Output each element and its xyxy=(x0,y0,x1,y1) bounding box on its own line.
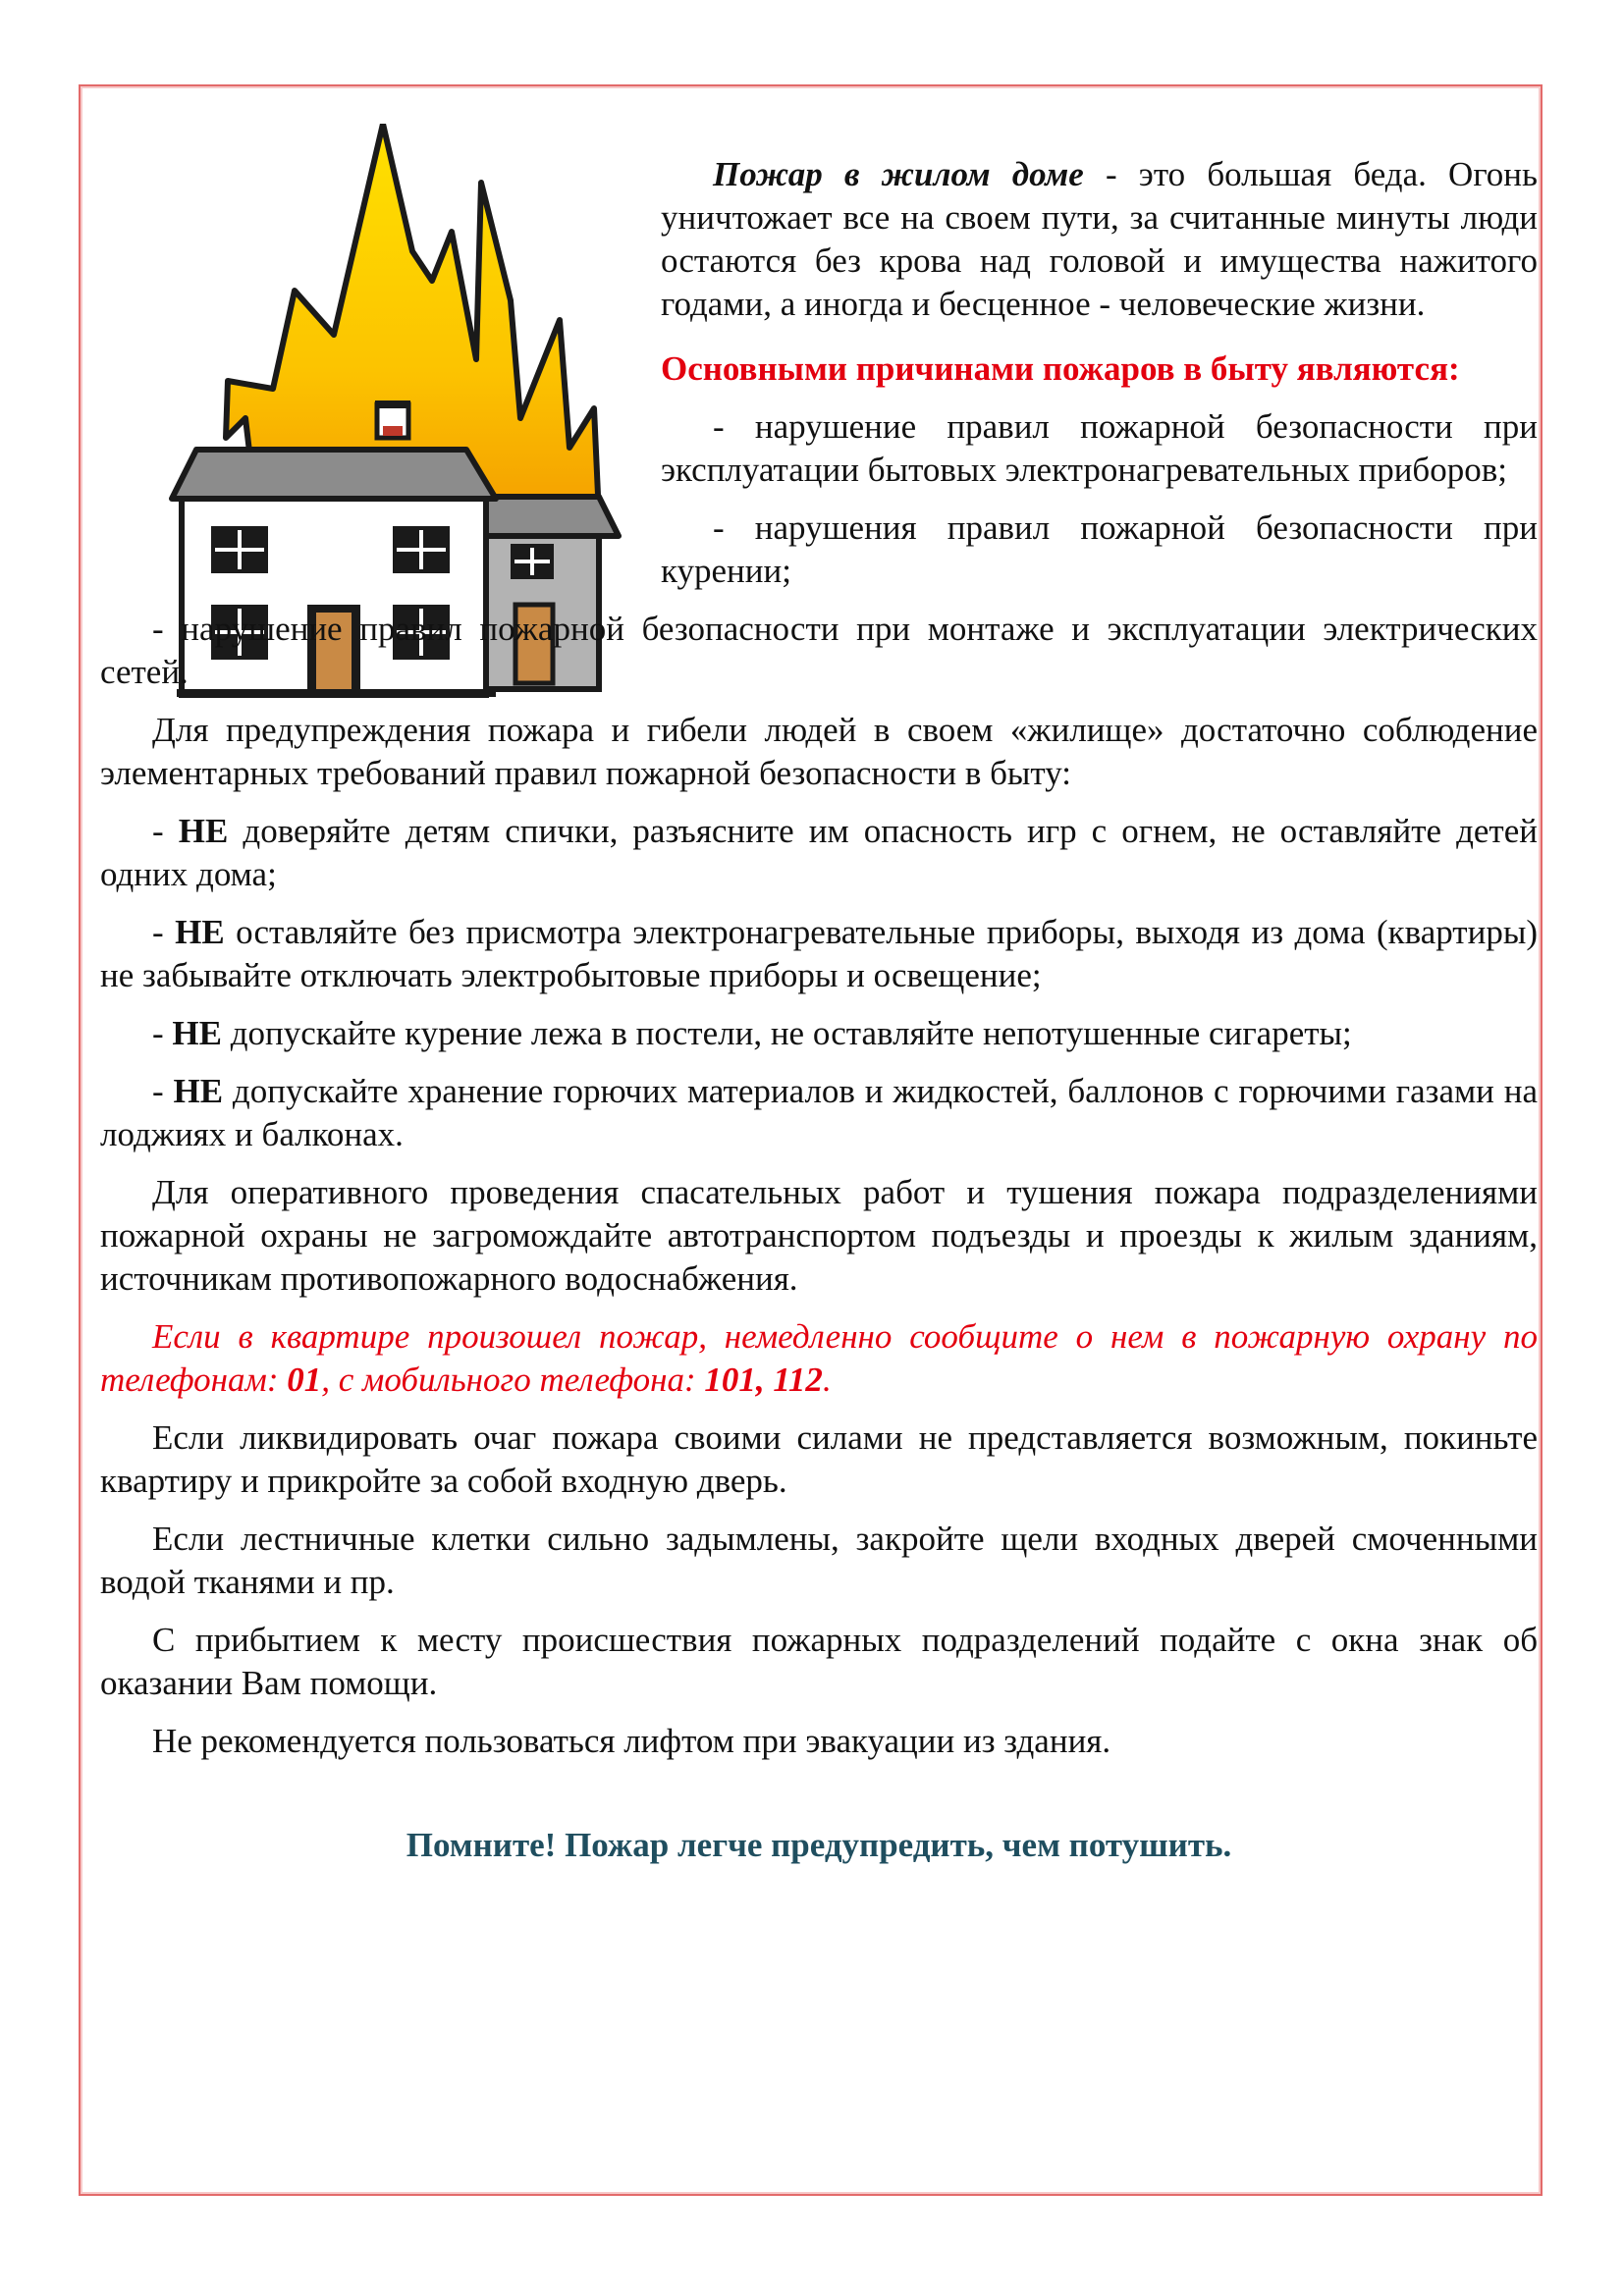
causes-heading: Основными причинами пожаров в быту являются: xyxy=(661,349,1460,388)
advice-paragraph: Если лестничные клетки сильно задымлены, закройте щели входных дверей смоченными водой тканями и пр. xyxy=(100,1520,1538,1601)
rule-not-word: НЕ xyxy=(172,1014,222,1052)
advice-paragraph: Не рекомендуется пользоваться лифтом при эвакуации из здания. xyxy=(152,1722,1111,1760)
rule-not-word: НЕ xyxy=(178,812,229,850)
emergency-paragraph xyxy=(100,1315,1538,1402)
prevention-rule xyxy=(100,1012,1538,1055)
intro-lead: Пожар в жилом доме xyxy=(713,155,1084,193)
emergency-mid: , с мобильного телефона: xyxy=(321,1361,705,1399)
rule-not-word: НЕ xyxy=(175,913,225,951)
emergency-end: . xyxy=(822,1361,832,1399)
rule-dash: - xyxy=(152,812,179,850)
prevention-intro: Для предупреждения пожара и гибели людей в своем «жилище» достаточно соблюдение элементарных требований правил пожарной безопасности в быту: xyxy=(100,711,1538,792)
emergency-phone-mobile: 101, 112 xyxy=(704,1361,823,1399)
rule-text: допускайте курение лежа в постели, не оставляйте непотушенные сигареты; xyxy=(221,1014,1352,1052)
rescue-paragraph: Для оперативного проведения спасательных работ и тушения пожара подразделениями пожарной охраны не загромождайте автотранспортом подъезды и проезды к жилым зданиям, источникам противопожарного водоснабжения. xyxy=(100,1173,1538,1298)
emergency-phone-01: 01 xyxy=(287,1361,322,1399)
rule-not-word: НЕ xyxy=(173,1072,224,1110)
intro-rest: - это большая беда. Огонь уничтожает все на своем пути, за считанные минуты люди остаются без крова над головой и имущества нажитого годами, а иногда и бесценное - человеческие жизни. xyxy=(661,155,1538,323)
rule-text: допускайте хранение горючих материалов и жидкостей, баллонов с горючими газами на лоджиях и балконах. xyxy=(100,1072,1538,1153)
cause-item: - нарушение правил пожарной безопасности при монтаже и эксплуатации электрических сетей. xyxy=(100,610,1538,691)
cause-item: - нарушения правил пожарной безопасности при курении; xyxy=(661,508,1538,590)
advice-paragraph: С прибытием к месту происшествия пожарных подразделений подайте с окна знак об оказании Вам помощи. xyxy=(100,1621,1538,1702)
slogan: Помните! Пожар легче предупредить, чем потушить. xyxy=(406,1826,1232,1864)
intro-block xyxy=(661,153,1538,593)
rule-dash: - xyxy=(152,913,176,951)
rule-dash: - xyxy=(152,1072,174,1110)
rule-dash: - xyxy=(152,1014,173,1052)
document-body xyxy=(100,153,1538,1867)
prevention-rule xyxy=(100,911,1538,997)
cause-item: - нарушение правил пожарной безопасности при эксплуатации бытовых электронагревательных приборов; xyxy=(661,407,1538,489)
advice-paragraph: Если ликвидировать очаг пожара своими силами не представляется возможным, покиньте квартиру и прикройте за собой входную дверь. xyxy=(100,1418,1538,1500)
rule-text: оставляйте без присмотра электронагревательные приборы, выходя из дома (квартиры) не забывайте отключать электробытовые приборы и освещение; xyxy=(100,913,1538,994)
intro-paragraph xyxy=(661,153,1538,326)
prevention-rule xyxy=(100,810,1538,896)
emergency-text: Если в квартире произошел пожар, немедленно сообщите о нем в пожарную охрану по телефонам: xyxy=(100,1317,1538,1399)
rule-text: доверяйте детям спички, разъясните им опасность игр с огнем, не оставляйте детей одних дома; xyxy=(100,812,1538,893)
prevention-rule xyxy=(100,1070,1538,1156)
